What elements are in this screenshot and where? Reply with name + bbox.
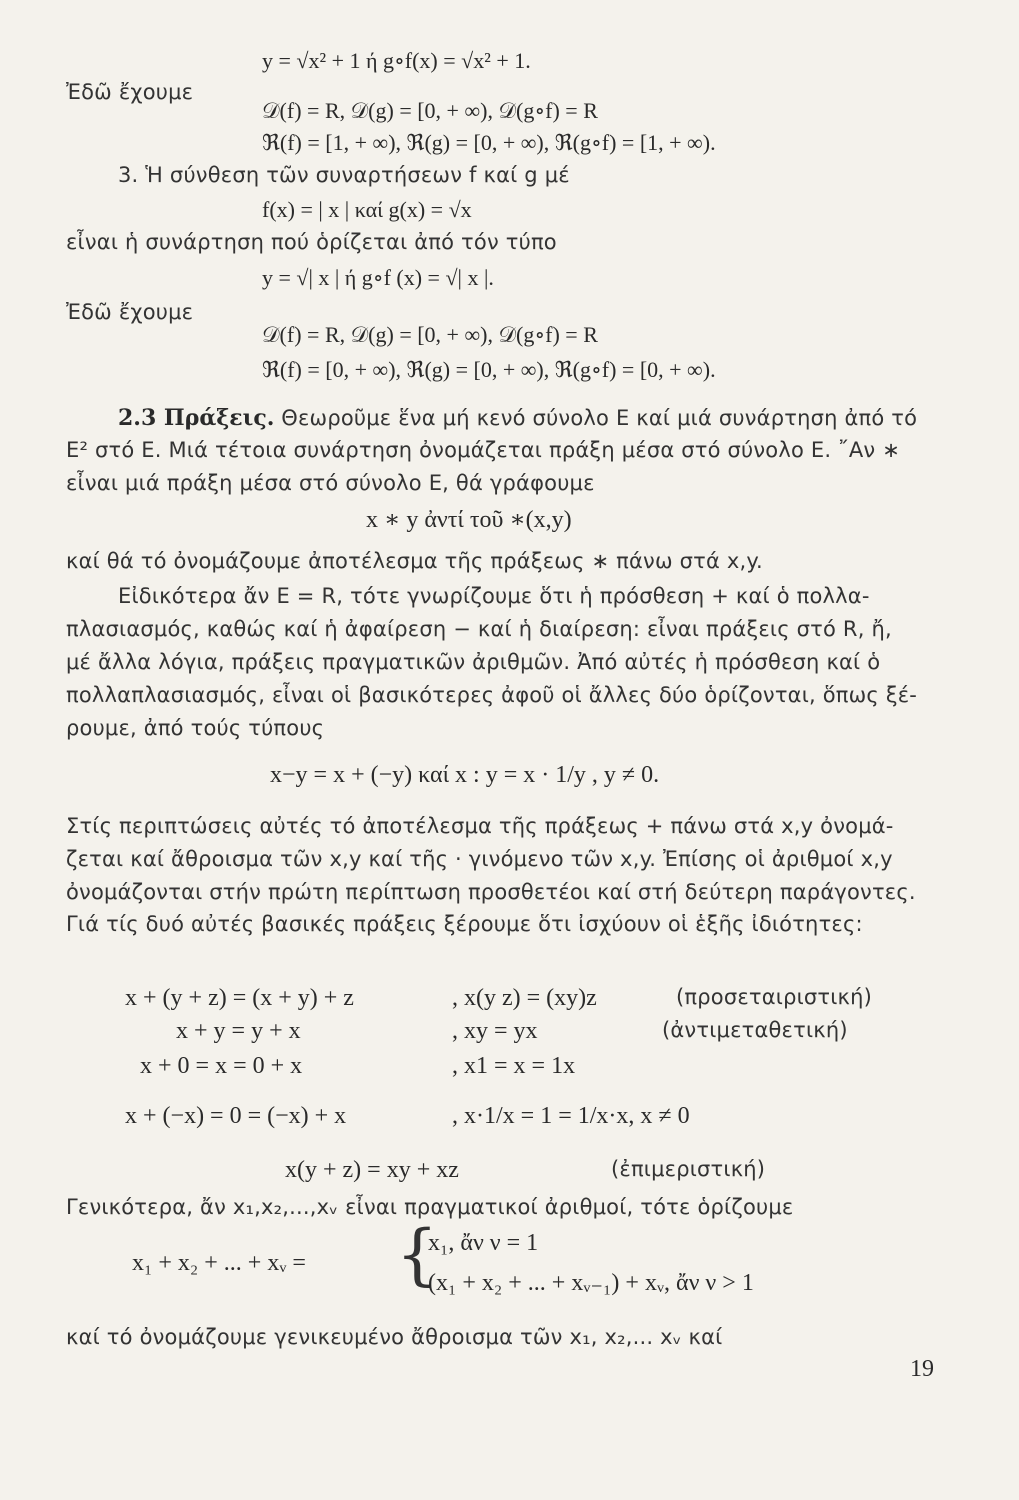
- property-name: (ἐπιμεριστική): [611, 1157, 766, 1181]
- formula-line: x ∗ y ἀντί τοῦ ∗(x,y): [366, 507, 572, 533]
- text-line: 3. Ἡ σύνθεση τῶν συναρτήσεων f καί g μέ: [118, 163, 570, 187]
- formula-line: 𝒟(f) = R, 𝒟(g) = [0, + ∞), 𝒟(g∘f) = R: [262, 322, 598, 347]
- formula-left: x₁ + x₂ + ... + xᵥ =: [132, 1250, 306, 1276]
- formula-right: , x(y z) = (xy)z: [452, 985, 597, 1011]
- text-line: εἶναι ἡ συνάρτηση πού ὁρίζεται ἀπό τόν τύπο: [66, 230, 557, 254]
- text-line: πολλαπλασιασμός, εἶναι οἱ βασικότερες ἀφοῦ οἱ ἄλλες δύο ὁρίζονται, ὅπως ξέ-: [66, 683, 918, 707]
- text-line: Ἐδῶ ἔχουμε: [66, 80, 194, 104]
- text-line: Ἐδῶ ἔχουμε: [66, 300, 194, 324]
- text-line: μέ ἄλλα λόγια, πράξεις πραγματικῶν ἀριθμῶν. Ἀπό αὐτές ἡ πρόσθεση καί ὁ: [66, 650, 881, 674]
- page-number: 19: [910, 1356, 934, 1382]
- formula-line: ℜ(f) = [0, + ∞), ℜ(g) = [0, + ∞), ℜ(g∘f) = [0, + ∞).: [262, 357, 716, 382]
- formula-line: x−y = x + (−y) καί x : y = x · 1/y , y ≠ 0.: [270, 762, 660, 788]
- text-line: Εἰδικότερα ἄν E = R, τότε γνωρίζουμε ὅτι ἡ πρόσθεση + καί ὁ πολλα-: [118, 584, 870, 608]
- formula-left: x + (y + z) = (x + y) + z: [125, 985, 354, 1011]
- formula-right: , xy = yx: [452, 1018, 538, 1044]
- formula-left: x + 0 = x = 0 + x: [140, 1053, 303, 1079]
- formula-left: x + (−x) = 0 = (−x) + x: [125, 1103, 347, 1129]
- formula-line: f(x) = | x | καί g(x) = √x: [262, 197, 472, 222]
- text-line: πλασιασμός, καθώς καί ἡ ἀφαίρεση − καί ἡ διαίρεση: εἶναι πράξεις στό R, ἤ,: [66, 617, 892, 641]
- formula-right: , x1 = x = 1x: [452, 1053, 576, 1079]
- text-line: εἶναι μιά πράξη μέσα στό σύνολο E, θά γράφουμε: [66, 471, 595, 495]
- text-line: ὀνομάζονται στήν πρώτη περίπτωση προσθετέοι καί στή δεύτερη παράγοντες.: [66, 880, 916, 904]
- formula-left: x(y + z) = xy + xz: [285, 1157, 459, 1183]
- text-line: Γενικότερα, ἄν x₁,x₂,...,xᵥ εἶναι πραγματικοί ἀριθμοί, τότε ὁρίζουμε: [66, 1195, 794, 1219]
- text-line: E² στό E. Μιά τέτοια συνάρτηση ὀνομάζεται πράξη μέσα στό σύνολο E. ῎Αν ∗: [66, 438, 900, 462]
- formula-line: y = √| x | ή g∘f (x) = √| x |.: [262, 265, 494, 290]
- text-line: Θεωροῦμε ἕνα μή κενό σύνολο E καί μιά συνάρτηση ἀπό τό: [274, 406, 918, 430]
- formula-left: x + y = y + x: [176, 1018, 301, 1044]
- case-two: (x₁ + x₂ + ... + xᵥ₋₁) + xᵥ, ἄν ν > 1: [428, 1270, 754, 1296]
- formula-line: ℜ(f) = [1, + ∞), ℜ(g) = [0, + ∞), ℜ(g∘f) = [1, + ∞).: [262, 130, 716, 155]
- property-name: (ἀντιμεταθετική): [662, 1018, 848, 1042]
- section-line: [118, 405, 917, 431]
- formula-line: 𝒟(f) = R, 𝒟(g) = [0, + ∞), 𝒟(g∘f) = R: [262, 98, 598, 123]
- section-heading: 2.3 Πράξεις.: [118, 405, 275, 431]
- text-line: ρουμε, ἀπό τούς τύπους: [66, 716, 325, 740]
- formula-line: y = √x² + 1 ή g∘f(x) = √x² + 1.: [262, 48, 531, 73]
- text-line: καί θά τό ὀνομάζουμε ἀποτέλεσμα τῆς πράξεως ∗ πάνω στά x,y.: [66, 549, 763, 573]
- text-line: Γιά τίς δυό αὐτές βασικές πράξεις ξέρουμε ὅτι ἰσχύουν οἱ ἑξῆς ἰδιότητες:: [66, 912, 863, 936]
- text-line: καί τό ὀνομάζουμε γενικευμένο ἄθροισμα τῶν x₁, x₂,... xᵥ καί: [66, 1325, 723, 1349]
- property-name: (προσεταιριστική): [676, 985, 873, 1009]
- left-brace: {: [396, 1216, 438, 1293]
- case-one: x₁, ἄν ν = 1: [428, 1230, 539, 1256]
- text-line: Στίς περιπτώσεις αὐτές τό ἀποτέλεσμα τῆς πράξεως + πάνω στά x,y ὀνομά-: [66, 814, 894, 838]
- text-line: ζεται καί ἄθροισμα τῶν x,y καί τῆς · γινόμενο τῶν x,y. Ἐπίσης οἱ ἀριθμοί x,y: [66, 847, 893, 871]
- formula-right: , x·1/x = 1 = 1/x·x, x ≠ 0: [452, 1103, 690, 1129]
